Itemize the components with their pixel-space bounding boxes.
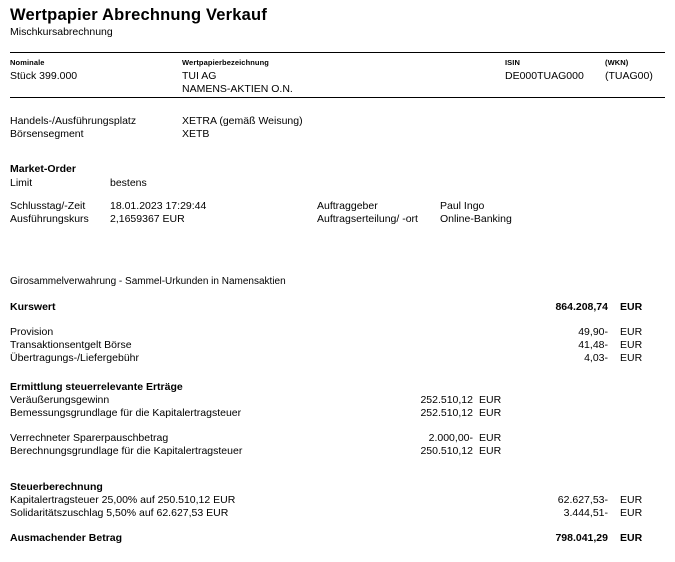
fee-currency: EUR — [620, 326, 643, 338]
column-header-bezeichnung: Wertpapierbezeichnung — [182, 58, 269, 67]
order-type-heading: Market-Order — [10, 163, 76, 175]
tax-heading: Steuerberechnung — [10, 481, 103, 493]
tax-row-currency: EUR — [620, 494, 643, 506]
fee-amount: 41,48- — [578, 339, 608, 351]
cell-wkn: (TUAG00) — [605, 70, 653, 82]
table-rule-bottom — [10, 97, 665, 98]
column-header-isin: ISIN — [505, 58, 520, 67]
page-title: Wertpapier Abrechnung Verkauf — [10, 6, 268, 24]
label-boersensegment: Börsensegment — [10, 128, 84, 140]
tax-row-amount: 3.444,51- — [563, 507, 608, 519]
cell-security-name-line1: TUI AG — [182, 70, 217, 82]
earnings-row-amount: 250.510,12 — [420, 445, 473, 457]
value-limit: bestens — [110, 177, 147, 189]
value-auftragserteilung: Online-Banking — [440, 213, 512, 225]
tax-row-amount: 62.627,53- — [557, 494, 608, 506]
value-auftraggeber: Paul Ingo — [440, 200, 485, 212]
cell-isin: DE000TUAG000 — [505, 70, 584, 82]
label-auftraggeber: Auftraggeber — [317, 200, 378, 212]
kurswert-label: Kurswert — [10, 301, 56, 313]
tax-row-label: Solidaritätszuschlag 5,50% auf 62.627,53 EUR — [10, 507, 229, 519]
earnings-row-currency: EUR — [479, 445, 502, 457]
earnings-row-amount: 2.000,00- — [428, 432, 473, 444]
label-limit: Limit — [10, 177, 33, 189]
earnings-row-currency: EUR — [479, 407, 502, 419]
kurswert-currency: EUR — [620, 301, 643, 313]
earnings-row-amount: 252.510,12 — [420, 394, 473, 406]
fee-currency: EUR — [620, 352, 643, 364]
earnings-row-amount: 252.510,12 — [420, 407, 473, 419]
earnings-row-label: Berechnungsgrundlage für die Kapitalertragsteuer — [10, 445, 243, 457]
column-header-wkn: (WKN) — [605, 58, 629, 67]
tax-row-currency: EUR — [620, 507, 643, 519]
column-header-nominale: Nominale — [10, 58, 45, 67]
earnings-row-currency: EUR — [479, 394, 502, 406]
label-handelsplatz: Handels-/Ausführungsplatz — [10, 115, 137, 127]
label-auftragserteilung: Auftragserteilung/ -ort — [317, 213, 418, 225]
fee-currency: EUR — [620, 339, 643, 351]
value-handelsplatz: XETRA (gemäß Weisung) — [182, 115, 303, 127]
page-subtitle: Mischkursabrechnung — [10, 26, 113, 38]
kurswert-amount: 864.208,74 — [555, 301, 608, 313]
fee-label: Transaktionsentgelt Börse — [10, 339, 132, 351]
fee-label: Übertragungs-/Liefergebühr — [10, 352, 139, 364]
earnings-row-label: Veräußerungsgewinn — [10, 394, 110, 406]
cell-nominale: Stück 399.000 — [10, 70, 78, 82]
cell-security-name-line2: NAMENS-AKTIEN O.N. — [182, 83, 293, 95]
value-schlusstag: 18.01.2023 17:29:44 — [110, 200, 207, 212]
fee-label: Provision — [10, 326, 54, 338]
value-boersensegment: XETB — [182, 128, 210, 140]
earnings-heading: Ermittlung steuerrelevante Erträge — [10, 381, 183, 393]
label-ausfuehrungskurs: Ausführungskurs — [10, 213, 89, 225]
earnings-row-currency: EUR — [479, 432, 502, 444]
tax-row-label: Kapitalertragsteuer 25,00% auf 250.510,12 EUR — [10, 494, 236, 506]
earnings-row-label: Verrechneter Sparerpauschbetrag — [10, 432, 169, 444]
total-currency: EUR — [620, 532, 643, 544]
label-schlusstag: Schlusstag/-Zeit — [10, 200, 86, 212]
table-rule-top — [10, 52, 665, 53]
total-label: Ausmachender Betrag — [10, 532, 123, 544]
earnings-row-label: Bemessungsgrundlage für die Kapitalertragsteuer — [10, 407, 242, 419]
fee-amount: 49,90- — [578, 326, 608, 338]
custody-note: Girosammelverwahrung - Sammel-Urkunden in Namensaktien — [10, 276, 286, 287]
value-ausfuehrungskurs: 2,1659367 EUR — [110, 213, 185, 225]
total-amount: 798.041,29 — [555, 532, 608, 544]
fee-amount: 4,03- — [584, 352, 608, 364]
